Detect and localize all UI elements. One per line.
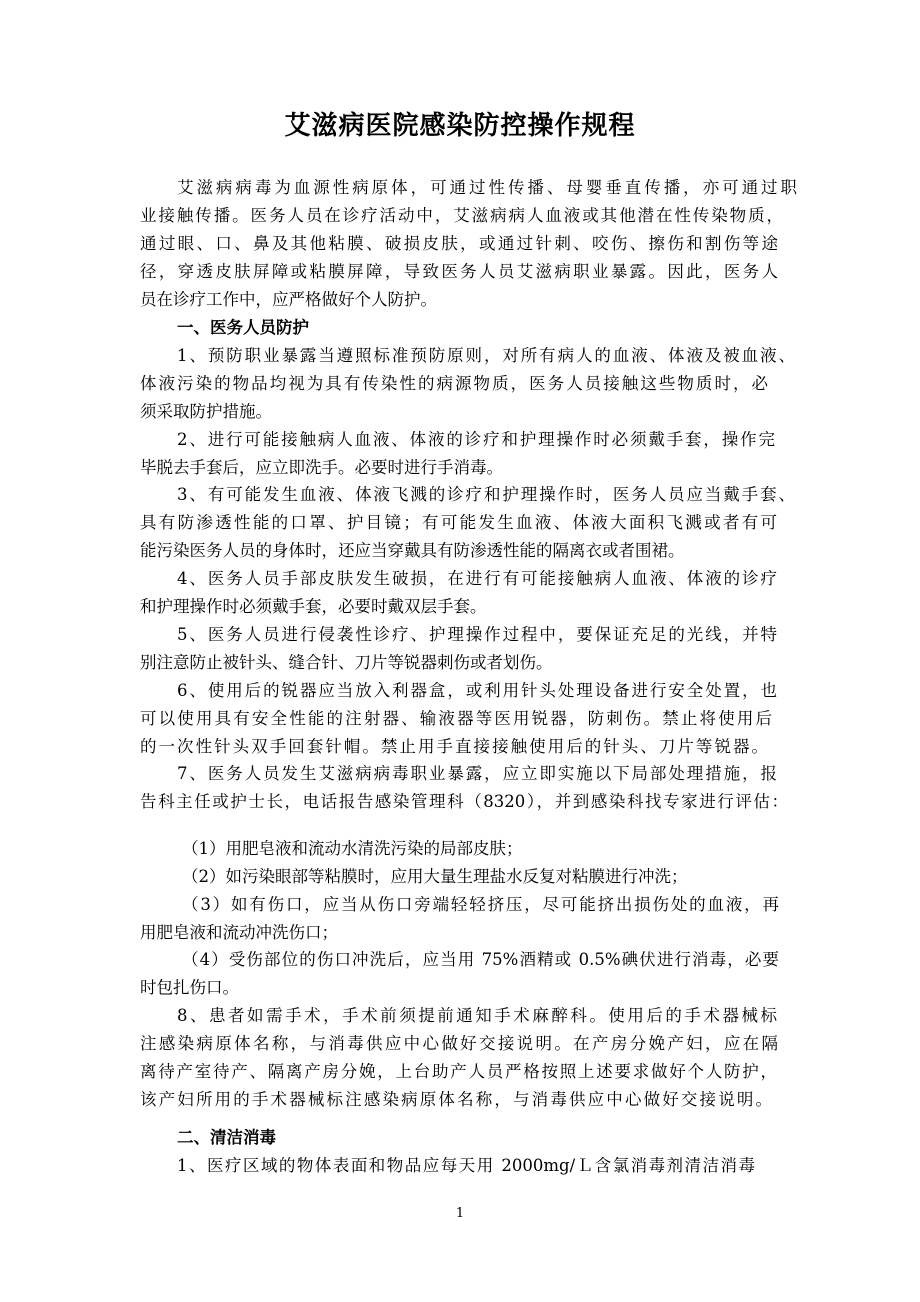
paragraph-line: 径，穿透皮肤屏障或粘膜屏障，导致医务人员艾滋病职业暴露。因此，医务人: [140, 262, 778, 281]
paragraph-line: 时包扎伤口。: [140, 978, 239, 997]
paragraph-line: 能污染医务人员的身体时，还应当穿戴具有防渗透性能的隔离衣或者围裙。: [140, 541, 685, 560]
paragraph-line: 1、医疗区域的物体表面和物品应每天用 2000mg/Ｌ含氯消毒剂清洁消毒: [177, 1156, 755, 1175]
paragraph-line: 7、医务人员发生艾滋病病毒职业暴露，应立即实施以下局部处理措施，报: [177, 764, 777, 783]
paragraph-line: 别注意防止被针头、缝合针、刀片等锐器刺伤或者划伤。: [140, 653, 553, 672]
list-item: （1）用肥皂液和流动水清洗污染的局部皮肤；: [182, 839, 523, 858]
paragraph-line: 可以使用具有安全性能的注射器、输液器等医用锐器，防刺伤。禁止将使用后: [140, 709, 772, 728]
paragraph-line: 该产妇所用的手术器械标注感染病原体名称，与消毒供应中心做好交接说明。: [140, 1090, 772, 1109]
paragraph-line: 员在诊疗工作中，应严格做好个人防护。: [140, 290, 437, 309]
list-item: （2）如污染眼部等粘膜时，应用大量生理盐水反复对粘膜进行冲洗；: [182, 867, 688, 886]
paragraph-line: 业接触传播。医务人员在诊疗活动中，艾滋病病人血液或其他潜在性传染物质，: [140, 206, 783, 225]
paragraph-line: 1、预防职业暴露当遵照标准预防原则，对所有病人的血液、体液及被血液、: [177, 346, 795, 365]
section-heading: 一、医务人员防护: [177, 318, 309, 337]
paragraph-line: 须采取防护措施。: [140, 402, 272, 421]
paragraph-line: 5、医务人员进行侵袭性诊疗、护理操作过程中，要保证充足的光线，并特: [177, 625, 777, 644]
paragraph-line: 注感染病原体名称，与消毒供应中心做好交接说明。在产房分娩产妇，应在隔: [140, 1034, 778, 1053]
list-item: （4）受伤部位的伤口冲洗后，应当用 75%酒精或 0.5%碘伏进行消毒，必要: [182, 950, 779, 969]
paragraph-line: 用肥皂液和流动冲洗伤口；: [140, 923, 338, 942]
paragraph-line: 的一次性针头双手回套针帽。禁止用手直接接触使用后的针头、刀片等锐器。: [140, 737, 768, 756]
paragraph-line: 6、使用后的锐器应当放入利器盒，或利用针头处理设备进行安全处置，也: [177, 681, 777, 700]
paragraph-line: 具有防渗透性能的口罩、护目镜；有可能发生血液、体液大面积飞溅或者有可: [140, 513, 777, 532]
paragraph-line: 体液污染的物品均视为具有传染性的病源物质，医务人员接触这些物质时，必: [140, 374, 768, 393]
paragraph-line: 3、有可能发生血液、体液飞溅的诊疗和护理操作时，医务人员应当戴手套、: [177, 485, 795, 504]
paragraph-line: 告科主任或护士长，电话报告感染管理科（8320），并到感染科找专家进行评估：: [140, 792, 788, 811]
document-title: 艾滋病医院感染防控操作规程: [284, 111, 636, 141]
paragraph-line: 艾滋病病毒为血源性病原体，可通过性传播、母婴垂直传播，亦可通过职: [177, 178, 797, 197]
paragraph-line: 4、医务人员手部皮肤发生破损，在进行有可能接触病人血液、体液的诊疗: [177, 569, 777, 588]
paragraph-line: 通过眼、口、鼻及其他粘膜、破损皮肤，或通过针刺、咬伤、擦伤和割伤等途: [140, 234, 778, 253]
paragraph-line: 毕脱去手套后，应立即洗手。必要时进行手消毒。: [140, 458, 503, 477]
page-number: 1: [455, 1206, 465, 1221]
paragraph-line: 2、进行可能接触病人血液、体液的诊疗和护理操作时必须戴手套，操作完: [177, 430, 775, 449]
paragraph-line: 8、患者如需手术，手术前须提前通知手术麻醉科。使用后的手术器械标: [177, 1006, 777, 1025]
paragraph-line: 和护理操作时必须戴手套，必要时戴双层手套。: [140, 597, 487, 616]
section-heading: 二、清洁消毒: [177, 1128, 276, 1147]
list-item: （3）如有伤口，应当从伤口旁端轻轻挤压，尽可能挤出损伤处的血液，再: [182, 895, 779, 914]
paragraph-line: 离待产室待产、隔离产房分娩，上台助产人员严格按照上述要求做好个人防护，: [140, 1062, 777, 1081]
